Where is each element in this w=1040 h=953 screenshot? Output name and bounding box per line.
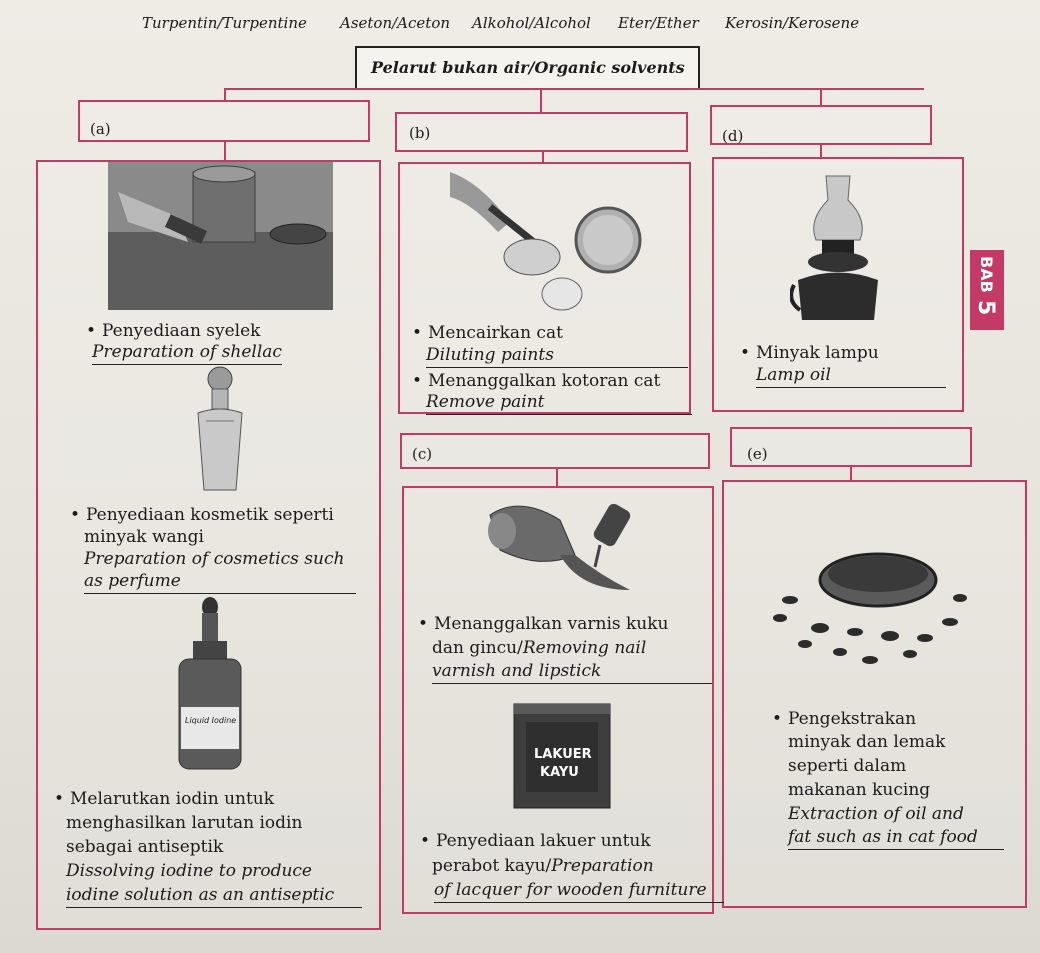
b-item2-en: Remove paint (426, 391, 692, 415)
c-item2-ms2: perabot kayu/ (432, 856, 552, 876)
solvent-acetone: Aseton/Aceton (340, 14, 451, 32)
d-item1-ms: • Minyak lampu (756, 342, 879, 364)
d-item1-en: Lamp oil (756, 364, 946, 388)
b-item1-ms: • Mencairkan cat (428, 322, 563, 344)
label-c: (c) (412, 445, 433, 463)
e-item1-en: Extraction of oil and (788, 804, 964, 824)
perfume-bottle-photo (190, 365, 250, 495)
a-item1-ms: • Penyediaan syelek (102, 320, 260, 342)
label-box-e (730, 427, 972, 467)
a-item1-en: Preparation of shellac (92, 341, 282, 365)
e-item1-ms4: makanan kucing (788, 780, 931, 800)
lacquer-can-label-1: LAKUER (534, 747, 592, 762)
c-item1-ms2-line (432, 637, 646, 659)
connector-c-down (556, 468, 558, 488)
e-item1-en2: fat such as in cat food (788, 826, 1004, 850)
paint-brush-photo (450, 162, 650, 312)
e-item1-ms3: seperti dalam (788, 756, 907, 776)
c-item1-en-inline: Removing nail (522, 638, 647, 658)
solvent-turpentine: Turpentin/Turpentine (142, 14, 307, 32)
label-a: (a) (90, 120, 111, 138)
label-d: (d) (722, 127, 744, 145)
label-box-b (395, 112, 688, 152)
a-item3-en: Dissolving iodine to produce (66, 861, 312, 881)
connector-a-down (224, 142, 226, 162)
c-item2-en2: of lacquer for wooden furniture (434, 879, 724, 903)
e-item1-ms2: minyak dan lemak (788, 732, 946, 752)
oil-lamp-photo (790, 170, 890, 330)
a-item3-ms: • Melarutkan iodin untuk (70, 788, 274, 810)
a-item3-ms3: sebagai antiseptik (66, 837, 224, 857)
label-box-c (400, 433, 710, 469)
label-e: (e) (747, 445, 768, 463)
iodine-bottle-photo (175, 595, 245, 775)
b-item2-ms: • Menanggalkan kotoran cat (428, 370, 660, 392)
connector-d (820, 88, 822, 106)
chapter-number: 5 (973, 300, 998, 316)
c-item2-en-inline: Preparation (551, 856, 654, 876)
solvent-kerosene: Kerosin/Kerosene (725, 14, 860, 32)
connector-b (540, 88, 542, 114)
title-box (355, 46, 700, 90)
a-item2-en: Preparation of cosmetics such (84, 549, 345, 569)
chapter-word: BAB (977, 256, 996, 293)
c-item2-ms: • Penyediaan lakuer untuk (436, 830, 651, 852)
iodine-bottle-label: Liquid Iodine (185, 716, 237, 725)
a-item2-ms: • Penyediaan kosmetik seperti (86, 504, 334, 526)
nail-varnish-photo (480, 495, 650, 605)
page-title: Pelarut bukan air/Organic solvents (371, 58, 685, 77)
cat-food-photo (760, 540, 980, 670)
e-item1-ms: • Pengekstrakan (788, 708, 916, 730)
b-item1-en: Diluting paints (426, 344, 688, 368)
solvent-alcohol: Alkohol/Alcohol (472, 14, 591, 32)
lacquer-can-photo (512, 700, 612, 810)
c-item2-ms2-line (432, 855, 654, 877)
label-box-d (710, 105, 932, 145)
c-item1-ms: • Menanggalkan varnis kuku (434, 613, 669, 635)
a-item2-ms2: minyak wangi (84, 527, 204, 547)
c-item1-en2: varnish and lipstick (432, 660, 712, 684)
label-box-a (78, 100, 370, 142)
a-item2-en2: as perfume (84, 570, 356, 594)
shellac-photo (108, 162, 333, 310)
label-b: (b) (409, 124, 431, 142)
a-item3-en2: iodine solution as an antiseptic (66, 884, 362, 908)
a-item3-ms2: menghasilkan larutan iodin (66, 813, 303, 833)
connector-top (224, 88, 924, 90)
lacquer-can-label-2: KAYU (540, 765, 579, 780)
solvent-ether: Eter/Ether (618, 14, 699, 32)
c-item1-ms2: dan gincu/ (432, 638, 523, 658)
chapter-tab (970, 250, 1004, 330)
